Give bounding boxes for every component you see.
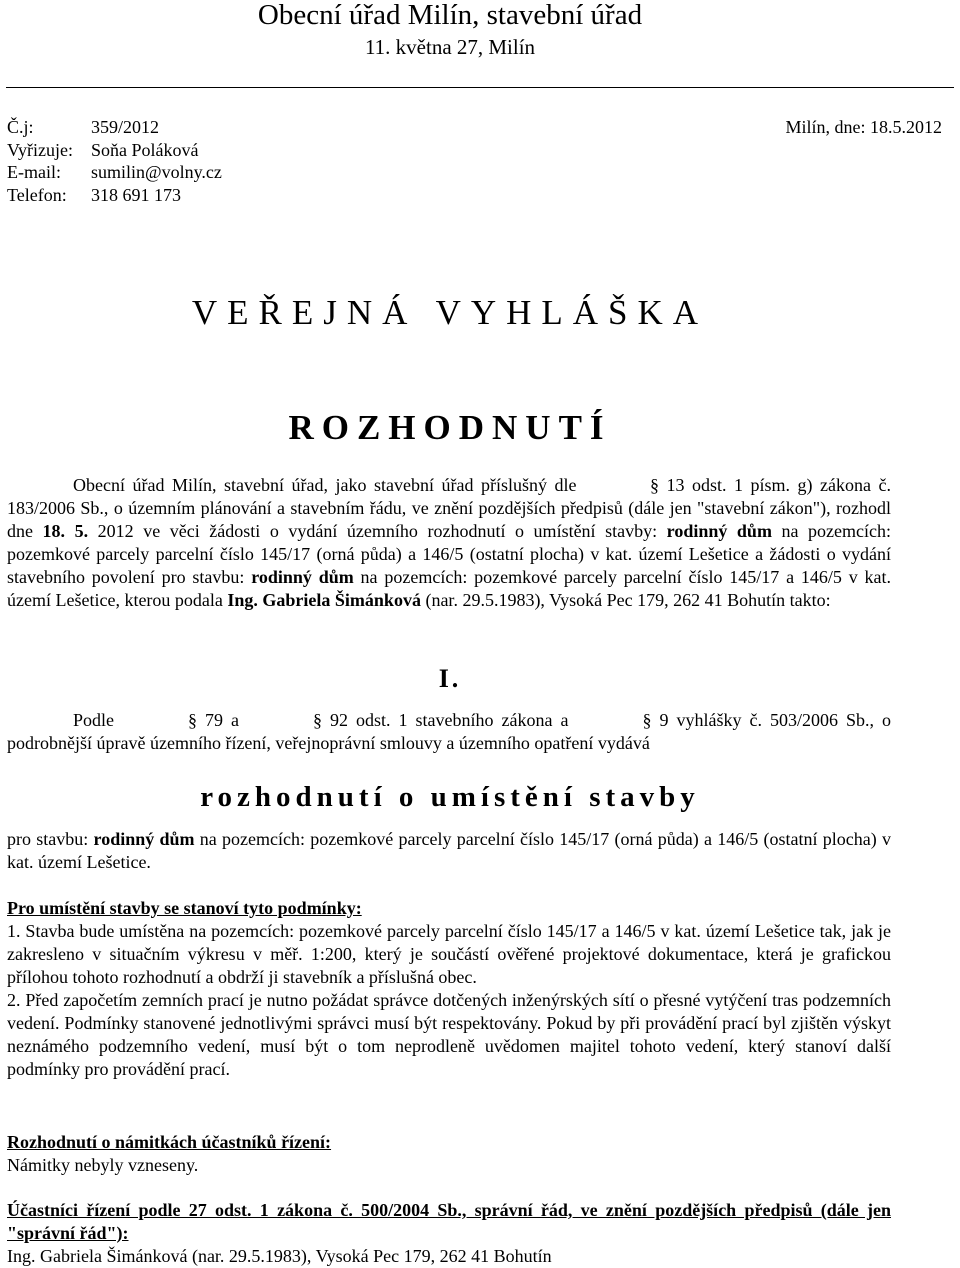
header-divider xyxy=(6,87,954,88)
conditions-heading-text: Pro umístění stavby se stanoví tyto podmínky: xyxy=(7,898,362,918)
podle-text-2: 79 a xyxy=(197,710,248,730)
title-rozhodnuti: ROZHODNUTÍ xyxy=(288,408,612,447)
stavba-building: rodinný dům xyxy=(93,829,195,849)
meta-telefon-value: 318 691 173 xyxy=(91,185,181,205)
meta-cj xyxy=(7,116,159,139)
meta-email xyxy=(7,161,222,184)
podle-text-4: 9 vyhlášky č. 503/2006 Sb., o podrobnější úpravě územního řízení, veřejnoprávní smlouvy a územního opatření vydává xyxy=(7,710,891,753)
meta-email-label: E-mail: xyxy=(7,162,61,182)
participants-text: Ing. Gabriela Šimánková (nar. 29.5.1983), Vysoká Pec 179, 262 41 Bohutín xyxy=(7,1246,552,1266)
intro-text-4: na pozemcích: pozemkové parcely parcelní číslo 145/17 (orná půda) a 146/5 (ostatní plocha) v kat. území Lešetice a žádosti o vydání stavebního povolení pro stavbu: xyxy=(7,521,892,587)
intro-building-1: rodinný dům xyxy=(666,521,772,541)
podle-text-1: Podle xyxy=(73,710,123,730)
stavba-text-1: pro stavbu: xyxy=(7,829,94,849)
intro-applicant: Ing. Gabriela Šimánková xyxy=(227,590,421,610)
meta-vyrizuje-value: Soňa Poláková xyxy=(91,140,199,160)
meta-telefon-label: Telefon: xyxy=(7,185,67,205)
section-sign-icon: § xyxy=(642,710,652,730)
objections-text: Námitky nebyly vzneseny. xyxy=(7,1155,199,1175)
meta-vyrizuje-label: Vyřizuje: xyxy=(7,140,73,160)
intro-text-3: 2012 ve věci žádosti o vydání územního rozhodnutí o umístění stavby: xyxy=(88,521,667,541)
meta-cj-value: 359/2012 xyxy=(91,117,160,137)
participants-heading xyxy=(7,1199,891,1245)
stavba-paragraph xyxy=(7,828,891,874)
intro-decision-date: 18. 5. xyxy=(42,521,89,541)
intro-text-2: 13 odst. 1 písm. g) zákona č. 183/2006 Sb., o územním plánování a stavebním řádu, ve znění pozdějších předpisů (dále jen "stavební zákon"), rozhodl dne xyxy=(7,475,891,541)
date-line: Milín, dne: 18.5.2012 xyxy=(785,117,942,137)
podle-paragraph xyxy=(7,709,891,755)
conditions-heading xyxy=(7,897,891,920)
intro-text-1: Obecní úřad Milín, stavební úřad, jako stavební úřad příslušný dle xyxy=(73,475,584,495)
objections-heading-text: Rozhodnutí o námitkách účastníků řízení: xyxy=(7,1132,332,1152)
title-verejna-vyhlaska: VEŘEJNÁ VYHLÁŠKA xyxy=(191,293,709,332)
intro-paragraph xyxy=(7,474,891,612)
participants-heading-text: Účastníci řízení podle 27 odst. 1 zákona č. 500/2004 Sb., správní řád, ve znění pozdějších předpisů (dále jen "správní řád"): xyxy=(7,1200,891,1243)
intro-text-6: (nar. 29.5.1983), Vysoká Pec 179, 262 41 Bohutín takto: xyxy=(420,590,831,610)
condition-2: 2. Před započetím zemních prací je nutno požádat správce dotčených inženýrských sítí o přesné vytýčení tras podzemních vedení. Podmínky stanovené jednotlivými správci musí být respektovány. Pokud by při provádění prací byl zjištěn výskyt neznámého podzemního vedení, musí být o tom neprodleně uvědomen majitel tohoto vedení, který stanoví další podmínky pro provádění prací. xyxy=(7,990,891,1079)
intro-building-2: rodinný dům xyxy=(251,567,354,587)
meta-telefon xyxy=(7,184,181,207)
condition-1: 1. Stavba bude umístěna na pozemcích: pozemkové parcely parcelní číslo 145/17 a 146/5 v kat. území Lešetice tak, jak je zakresleno v situačním výkresu v měř. 1:200, který je součástí ověřené projektové dokumentace, která je grafickou přílohou tohoto rozhodnutí a obdrží ji stavebník a příslušná obec. xyxy=(7,921,891,987)
section-number: I. xyxy=(438,664,462,693)
objections-heading xyxy=(7,1131,891,1154)
podle-text-3: 92 odst. 1 stavebního zákona a xyxy=(322,710,577,730)
title-umisteni-stavby: rozhodnutí o umístění stavby xyxy=(200,781,700,813)
stavba-text-2: na pozemcích: pozemkové parcely parcelní číslo 145/17 (orná půda) a 146/5 (ostatní plocha) v kat. území Lešetice. xyxy=(7,829,891,872)
section-sign-icon: § xyxy=(188,710,198,730)
meta-cj-label: Č.j: xyxy=(7,117,34,137)
section-sign-icon: § xyxy=(313,710,323,730)
office-address: 11. května 27, Milín xyxy=(364,35,536,59)
meta-vyrizuje xyxy=(7,139,199,162)
section-sign-icon: § xyxy=(649,475,659,495)
office-name: Obecní úřad Milín, stavební úřad xyxy=(257,0,643,31)
intro-text-5: na pozemcích: pozemkové parcely parcelní číslo 145/17 a 146/5 v kat. území Lešetice, kterou podala xyxy=(7,567,891,610)
meta-email-value: sumilin@volny.cz xyxy=(91,162,222,182)
